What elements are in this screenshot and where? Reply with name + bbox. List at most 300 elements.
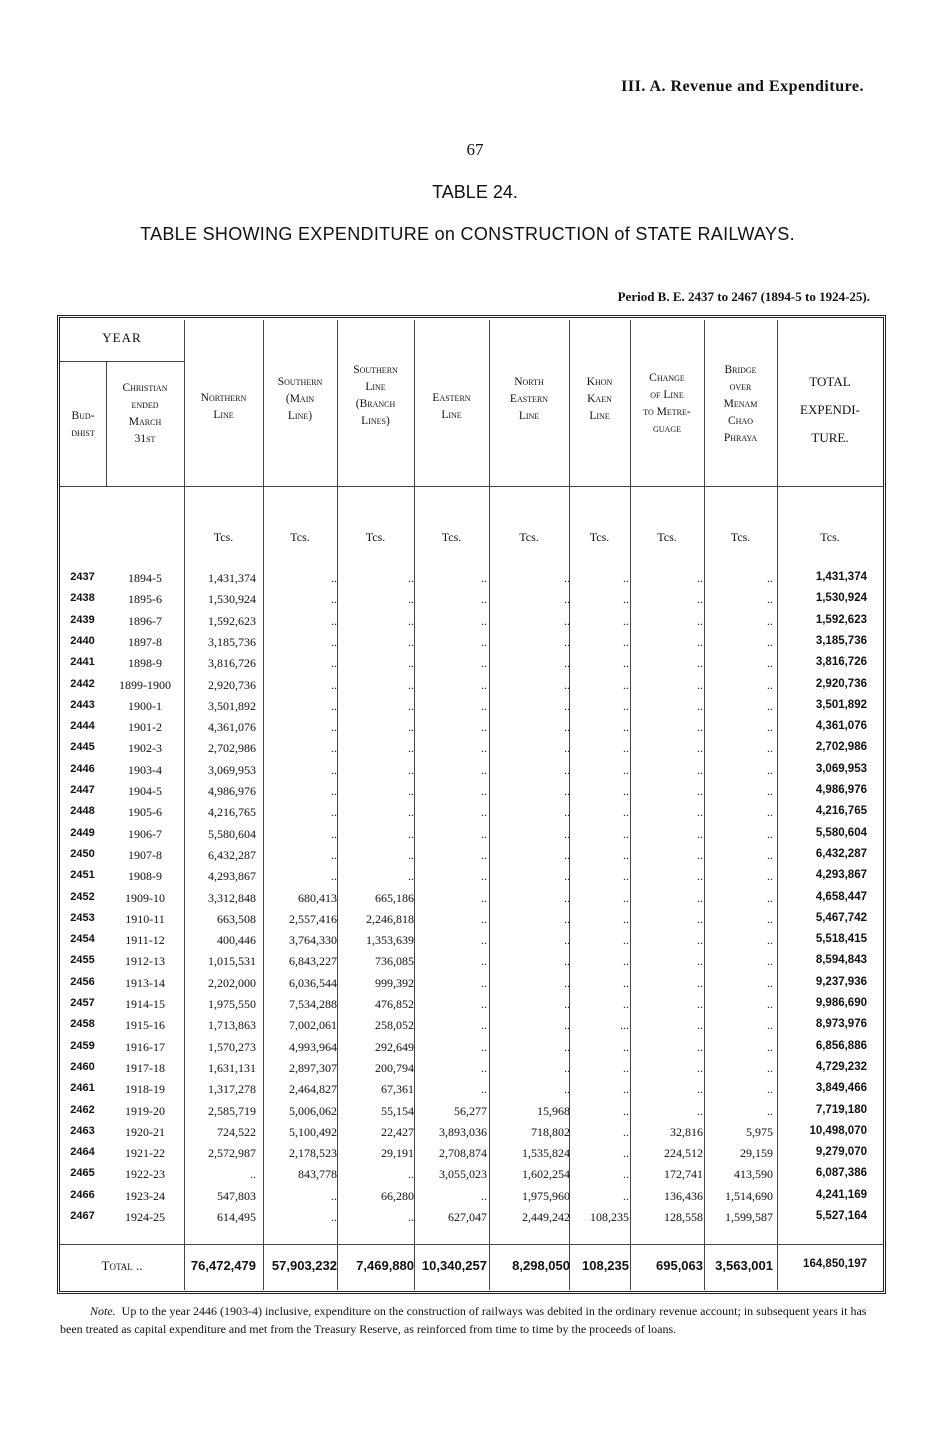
eastern-value: ..: [481, 571, 487, 585]
northern-value: ..: [250, 1167, 256, 1182]
eastern-value: 3,893,036: [439, 1124, 487, 1139]
eastern-value: ..: [481, 911, 487, 926]
bridge-value: ..: [767, 1103, 773, 1118]
bridge-value: 1,514,690: [725, 1188, 773, 1203]
southern-main-value: ..: [331, 869, 337, 884]
table-row: [60, 1040, 883, 1061]
buddhist-year: 2452: [70, 890, 95, 903]
northern-value: 2,920,736: [208, 677, 256, 692]
northern-value: 5,580,604: [208, 826, 256, 841]
buddhist-year: 2446: [70, 762, 95, 775]
total-value: 4,241,169: [815, 1188, 867, 1201]
change-value: ..: [697, 890, 703, 905]
change-value: ..: [697, 613, 703, 628]
change-value: ..: [697, 869, 703, 884]
bridge-value: ..: [767, 762, 773, 777]
north-eastern-value: ..: [564, 677, 570, 692]
khon-kaen-value: ..: [623, 911, 629, 926]
total-value: 3,849,466: [815, 1082, 867, 1095]
northern-value: 1,631,131: [208, 1060, 256, 1075]
unit-label: Tcs.: [213, 530, 234, 544]
bridge-value: ..: [767, 1018, 773, 1033]
north-eastern-value: ..: [564, 869, 570, 884]
change-value: ..: [697, 677, 703, 692]
total-value: 4,293,867: [815, 869, 867, 882]
buddhist-year: 2440: [70, 634, 95, 647]
khon-kaen-value: ..: [623, 613, 629, 628]
northern-value: 1,015,531: [208, 954, 256, 969]
christian-year: 1899-1900: [119, 677, 171, 692]
eastern-value: ..: [481, 656, 487, 671]
total-value: 9,279,070: [815, 1146, 867, 1159]
christian-year: 1901-2: [128, 720, 162, 735]
khon-kaen-value: ..: [623, 592, 629, 607]
header-change-of-line: Change of Line to Metre- guage: [643, 372, 691, 435]
southern-main-value: 3,764,330: [289, 933, 337, 948]
north-eastern-value: ..: [564, 933, 570, 948]
khon-kaen-value: ..: [623, 656, 629, 671]
table-row: [60, 1167, 883, 1188]
buddhist-year: 2454: [70, 933, 95, 946]
change-value: ..: [697, 762, 703, 777]
total-label: Total ..: [101, 1258, 143, 1273]
total-southern-main: 57,903,232: [271, 1258, 337, 1273]
christian-year: 1906-7: [128, 826, 162, 841]
change-value: 136,436: [664, 1188, 703, 1203]
eastern-value: ..: [481, 805, 487, 820]
eastern-value: 2,708,874: [439, 1146, 487, 1161]
table-row: [60, 912, 883, 933]
table-row: [60, 1082, 883, 1103]
christian-year: 1894-5: [128, 571, 162, 585]
total-value: 3,185,736: [815, 634, 867, 647]
khon-kaen-value: ..: [623, 1124, 629, 1139]
christian-year: 1913-14: [125, 975, 165, 990]
northern-value: 1,570,273: [208, 1039, 256, 1054]
eastern-value: ..: [481, 698, 487, 713]
total-bridge: 3,563,001: [715, 1258, 773, 1273]
khon-kaen-value: ..: [623, 997, 629, 1011]
total-rule: [60, 1244, 883, 1245]
unit-label: Tcs.: [820, 530, 840, 544]
total-value: 3,501,892: [815, 698, 867, 711]
section-heading: III. A. Revenue and Expenditure.: [621, 78, 864, 95]
buddhist-year: 2441: [70, 656, 95, 669]
buddhist-year: 2460: [70, 1060, 95, 1073]
total-value: 5,580,604: [815, 826, 867, 839]
table-row: [60, 635, 883, 656]
north-eastern-value: ..: [564, 997, 570, 1011]
christian-year: 1909-10: [125, 890, 165, 905]
southern-branch-value: 999,392: [375, 975, 414, 990]
northern-value: 1,592,623: [208, 613, 256, 628]
north-eastern-value: ..: [564, 592, 570, 607]
north-eastern-value: ..: [564, 741, 570, 756]
buddhist-year: 2457: [70, 997, 95, 1009]
khon-kaen-value: ..: [623, 1188, 629, 1203]
southern-branch-value: ..: [408, 1167, 414, 1182]
change-value: ..: [697, 1060, 703, 1075]
north-eastern-value: ..: [564, 571, 570, 585]
buddhist-year: 2466: [70, 1188, 95, 1201]
southern-branch-value: ..: [408, 741, 414, 756]
southern-branch-value: ..: [408, 634, 414, 649]
eastern-value: ..: [481, 954, 487, 969]
bridge-value: ..: [767, 571, 773, 585]
southern-branch-value: ..: [408, 826, 414, 841]
bridge-value: ..: [767, 741, 773, 756]
khon-kaen-value: ..: [623, 1103, 629, 1118]
eastern-value: ..: [481, 613, 487, 628]
southern-main-value: 2,897,307: [289, 1060, 337, 1075]
southern-main-value: 6,036,544: [289, 975, 337, 990]
total-value: 4,658,447: [815, 890, 867, 903]
christian-year: 1920-21: [125, 1124, 165, 1139]
unit-label: Tcs.: [519, 530, 539, 544]
total-value: 5,527,164: [815, 1210, 867, 1222]
southern-main-value: ..: [331, 656, 337, 671]
bridge-value: ..: [767, 826, 773, 841]
southern-branch-value: 2,246,818: [366, 911, 414, 926]
southern-branch-value: 1,353,639: [366, 933, 414, 948]
northern-value: 400,446: [217, 933, 256, 948]
khon-kaen-value: ..: [623, 933, 629, 948]
eastern-value: ..: [481, 826, 487, 841]
bridge-value: ..: [767, 613, 773, 628]
year-rule: [60, 361, 184, 362]
christian-year: 1907-8: [128, 847, 162, 862]
table-title: TABLE SHOWING EXPENDITURE on CONSTRUCTION of STATE RAILWAYS.: [140, 224, 795, 244]
bridge-value: 5,975: [746, 1124, 773, 1139]
table-row: [60, 741, 883, 762]
southern-main-value: ..: [331, 698, 337, 713]
north-eastern-value: ..: [564, 762, 570, 777]
eastern-value: ..: [481, 677, 487, 692]
southern-main-value: ..: [331, 677, 337, 692]
eastern-value: ..: [481, 847, 487, 862]
north-eastern-value: 1,602,254: [522, 1167, 570, 1182]
table-row: [60, 954, 883, 975]
north-eastern-value: ..: [564, 1082, 570, 1097]
northern-value: 614,495: [217, 1210, 256, 1224]
north-eastern-value: ..: [564, 954, 570, 969]
northern-value: 1,530,924: [208, 592, 256, 607]
khon-kaen-value: ..: [623, 784, 629, 798]
table-row: [60, 891, 883, 912]
southern-main-value: 5,006,062: [289, 1103, 337, 1118]
christian-year: 1897-8: [128, 634, 162, 649]
christian-year: 1910-11: [125, 911, 165, 926]
northern-value: 4,986,976: [208, 784, 256, 798]
khon-kaen-value: ..: [623, 1060, 629, 1075]
khon-kaen-value: ..: [623, 890, 629, 905]
southern-branch-value: ..: [408, 656, 414, 671]
northern-value: 2,585,719: [208, 1103, 256, 1118]
southern-main-value: ..: [331, 805, 337, 820]
buddhist-year: 2461: [70, 1082, 95, 1095]
change-value: ..: [697, 954, 703, 969]
north-eastern-value: 2,449,242: [522, 1210, 570, 1224]
north-eastern-value: ..: [564, 890, 570, 905]
total-value: 9,237,936: [815, 975, 867, 988]
khon-kaen-value: ..: [623, 677, 629, 692]
eastern-value: ..: [481, 592, 487, 607]
bridge-value: ..: [767, 656, 773, 671]
change-value: ..: [697, 975, 703, 990]
khon-kaen-value: ..: [623, 698, 629, 713]
table-row: [60, 827, 883, 848]
header-bridge: Bridge over Menam Chao Phraya: [723, 364, 758, 444]
buddhist-year: 2445: [70, 741, 95, 754]
khon-kaen-value: ..: [623, 847, 629, 862]
southern-main-value: 2,178,523: [289, 1146, 337, 1161]
eastern-value: ..: [481, 1018, 487, 1033]
northern-value: 4,216,765: [208, 805, 256, 820]
total-value: 8,973,976: [815, 1018, 867, 1031]
change-value: ..: [697, 1039, 703, 1054]
table-row: [60, 869, 883, 890]
southern-branch-value: ..: [408, 592, 414, 607]
total-eastern: 10,340,257: [421, 1258, 487, 1273]
christian-year: 1900-1: [128, 698, 162, 713]
total-value: 3,816,726: [815, 656, 867, 669]
bridge-value: ..: [767, 634, 773, 649]
total-value: 2,702,986: [815, 741, 867, 754]
north-eastern-value: ..: [564, 911, 570, 926]
eastern-value: ..: [481, 1060, 487, 1075]
unit-label: Tcs.: [365, 530, 386, 544]
bridge-value: ..: [767, 847, 773, 862]
change-value: 224,512: [664, 1146, 703, 1161]
total-value: 5,518,415: [815, 933, 867, 946]
unit-label: Tcs.: [589, 530, 610, 544]
bridge-value: ..: [767, 1039, 773, 1054]
table-row: [60, 1104, 883, 1125]
change-value: ..: [697, 997, 703, 1011]
southern-branch-value: 476,852: [375, 997, 414, 1011]
table-row: [60, 1061, 883, 1082]
header-rule: [60, 486, 883, 487]
change-value: ..: [697, 805, 703, 820]
northern-value: 3,069,953: [208, 762, 256, 777]
eastern-value: ..: [481, 975, 487, 990]
southern-branch-value: 67,361: [381, 1082, 414, 1097]
christian-year: 1914-15: [125, 997, 165, 1011]
bridge-value: ..: [767, 784, 773, 798]
northern-value: 1,431,374: [208, 571, 256, 585]
khon-kaen-value: ..: [623, 869, 629, 884]
total-northern: 76,472,479: [190, 1258, 256, 1273]
total-value: 10,498,070: [809, 1124, 867, 1137]
eastern-value: 627,047: [448, 1210, 487, 1224]
northern-value: 2,572,987: [208, 1146, 256, 1161]
header-buddhist: Bud- dhist: [71, 410, 95, 439]
southern-main-value: 5,100,492: [289, 1124, 337, 1139]
christian-year: 1908-9: [128, 869, 162, 884]
bridge-value: 1,599,587: [725, 1210, 773, 1224]
southern-branch-value: ..: [408, 613, 414, 628]
southern-main-value: 843,778: [298, 1167, 337, 1182]
southern-main-value: ..: [331, 571, 337, 585]
bridge-value: ..: [767, 1082, 773, 1097]
northern-value: 4,361,076: [208, 720, 256, 735]
table-row: [60, 1018, 883, 1039]
buddhist-year: 2439: [70, 613, 95, 626]
table-row: [60, 1210, 883, 1231]
change-value: ..: [697, 1082, 703, 1097]
header-north-eastern: North Eastern Line: [509, 376, 549, 422]
southern-main-value: 2,464,827: [289, 1082, 337, 1097]
north-eastern-value: ..: [564, 613, 570, 628]
eastern-value: ..: [481, 1082, 487, 1097]
table-row: [60, 763, 883, 784]
christian-year: 1898-9: [128, 656, 162, 671]
unit-label: Tcs.: [657, 530, 677, 544]
christian-year: 1923-24: [125, 1188, 165, 1203]
southern-main-value: ..: [331, 1188, 337, 1203]
change-value: ..: [697, 634, 703, 649]
christian-year: 1895-6: [128, 592, 162, 607]
table-row: [60, 699, 883, 720]
header-khon-kaen: Khon Kaen Line: [586, 376, 613, 422]
bridge-value: ..: [767, 933, 773, 948]
change-value: ..: [697, 592, 703, 607]
total-value: 8,594,843: [815, 954, 867, 967]
khon-kaen-value: ..: [623, 634, 629, 649]
khon-kaen-value: 108,235: [590, 1210, 629, 1224]
table-row: [60, 848, 883, 869]
bridge-value: ..: [767, 869, 773, 884]
northern-value: 4,293,867: [208, 869, 256, 884]
note-text: Up to the year 2446 (1903-4) inclusive, expenditure on the construction of railways was debited in the ordinary revenue account; in subsequent years it has been treated as capital expenditure and met from the Treasury Reserve, as reinforced from time to time by the proceeds of loans.: [60, 1304, 867, 1336]
christian-year: 1911-12: [125, 933, 165, 948]
period-caption: Period B. E. 2437 to 2467 (1894-5 to 1924-25).: [617, 289, 870, 304]
bridge-value: ..: [767, 997, 773, 1011]
northern-value: 1,975,550: [208, 997, 256, 1011]
north-eastern-value: ..: [564, 656, 570, 671]
total-value: 1,592,623: [815, 613, 867, 626]
north-eastern-value: ..: [564, 1018, 570, 1033]
khon-kaen-value: ..: [623, 826, 629, 841]
table-row: [60, 614, 883, 635]
khon-kaen-value: ..: [623, 720, 629, 735]
eastern-value: ..: [481, 890, 487, 905]
northern-value: 3,816,726: [208, 656, 256, 671]
christian-year: 1915-16: [125, 1018, 165, 1033]
christian-year: 1912-13: [125, 954, 165, 969]
total-khon-kaen: 108,235: [582, 1258, 629, 1273]
southern-main-value: ..: [331, 613, 337, 628]
southern-main-value: 4,993,964: [289, 1039, 337, 1054]
eastern-value: ..: [481, 1188, 487, 1203]
eastern-value: ..: [481, 784, 487, 798]
change-value: ..: [697, 720, 703, 735]
southern-branch-value: 665,186: [375, 890, 414, 905]
north-eastern-value: ..: [564, 698, 570, 713]
southern-branch-value: ..: [408, 784, 414, 798]
christian-year: 1919-20: [125, 1103, 165, 1118]
buddhist-year: 2459: [70, 1039, 95, 1052]
northern-value: 6,432,287: [208, 847, 256, 862]
buddhist-year: 2455: [70, 954, 95, 967]
bridge-value: ..: [767, 720, 773, 735]
christian-year: 1924-25: [125, 1210, 165, 1224]
southern-branch-value: ..: [408, 847, 414, 862]
southern-branch-value: 736,085: [375, 954, 414, 969]
total-value: 5,467,742: [815, 911, 867, 924]
change-value: 128,558: [664, 1210, 703, 1224]
change-value: ..: [697, 1103, 703, 1118]
southern-branch-value: ..: [408, 571, 414, 585]
north-eastern-value: 718,802: [531, 1124, 570, 1139]
bridge-value: 29,159: [740, 1146, 773, 1161]
total-value: 1,530,924: [815, 592, 867, 605]
change-value: ..: [697, 784, 703, 798]
header-northern: Northern Line: [200, 392, 247, 421]
southern-branch-value: 29,191: [381, 1146, 414, 1161]
southern-main-value: ..: [331, 847, 337, 862]
bridge-value: ..: [767, 890, 773, 905]
southern-branch-value: ..: [408, 805, 414, 820]
table-row: [60, 784, 883, 805]
northern-value: 3,185,736: [208, 634, 256, 649]
southern-branch-value: ..: [408, 720, 414, 735]
southern-main-value: ..: [331, 720, 337, 735]
southern-main-value: 7,002,061: [289, 1018, 337, 1033]
bridge-value: ..: [767, 677, 773, 692]
eastern-value: ..: [481, 762, 487, 777]
header-eastern: Eastern Line: [432, 392, 471, 421]
total-value: 6,856,886: [815, 1039, 867, 1052]
khon-kaen-value: ..: [623, 571, 629, 585]
change-value: 32,816: [670, 1124, 703, 1139]
buddhist-year: 2467: [70, 1210, 95, 1222]
khon-kaen-value: ..: [623, 975, 629, 990]
eastern-value: 3,055,023: [439, 1167, 487, 1182]
northern-value: 547,803: [217, 1188, 256, 1203]
total-north-eastern: 8,298,050: [512, 1258, 570, 1273]
table-number: TABLE 24.: [432, 182, 518, 202]
total-value: 3,069,953: [815, 762, 867, 775]
christian-year: 1902-3: [128, 741, 162, 756]
khon-kaen-value: ..: [623, 954, 629, 969]
southern-main-value: 680,413: [298, 890, 337, 905]
southern-main-value: ..: [331, 1210, 337, 1224]
unit-label: Tcs.: [730, 530, 751, 544]
khon-kaen-value: ..: [623, 762, 629, 777]
southern-main-value: ..: [331, 762, 337, 777]
north-eastern-value: ..: [564, 805, 570, 820]
southern-branch-value: ..: [408, 1210, 414, 1224]
north-eastern-value: ..: [564, 720, 570, 735]
southern-main-value: ..: [331, 634, 337, 649]
table-row: [60, 1125, 883, 1146]
bridge-value: ..: [767, 975, 773, 990]
southern-main-value: ..: [331, 826, 337, 841]
table-row: [60, 678, 883, 699]
north-eastern-value: 1,975,960: [522, 1188, 570, 1203]
eastern-value: ..: [481, 933, 487, 948]
southern-main-value: ..: [331, 741, 337, 756]
khon-kaen-value: ..: [623, 805, 629, 820]
christian-year: 1918-19: [125, 1082, 165, 1097]
buddhist-year: 2458: [70, 1018, 95, 1031]
change-value: ..: [697, 571, 703, 585]
bridge-value: ..: [767, 805, 773, 820]
change-value: 172,741: [664, 1167, 703, 1182]
christian-year: 1905-6: [128, 805, 162, 820]
buddhist-year: 2448: [70, 805, 95, 818]
